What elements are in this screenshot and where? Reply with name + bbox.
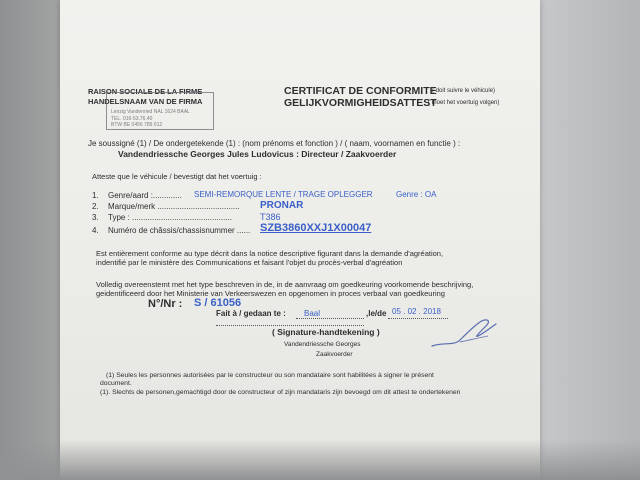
paragraph-nl-line: geidentificeerd door het Ministerie van Verkeerswezen en opgenomen in proces verbaal van goedkeuring [96,289,445,298]
certificate-paper [60,0,540,480]
field-num: 3. [92,213,99,222]
signature-label: ( Signature-handtekening ) [272,327,380,337]
background-right [530,0,640,480]
title-fr-note: ( doit suivre le véhicule) [432,88,496,94]
field-value-type: T386 [260,212,281,222]
background-bottom-shadow [0,440,640,480]
company-label-fr: RAISON SOCIALE DE LA FIRME [88,87,203,96]
signatory-name: Vandendriessche Georges Jules Ludovicus : Directeur / Zaakvoerder [118,149,397,159]
field-label: Numéro de châssis/chassisnummer ...... [108,226,251,235]
attest-line: Atteste que le véhicule / bevestigt dat het voertuig : [92,172,262,181]
title-nl: GELIJKVORMIGHEIDSATTEST [284,97,437,109]
fait-label: Fait à / gedaan te : [216,309,286,318]
place-value: Baal [304,309,321,318]
title-fr: CERTIFICAT DE CONFORMITE [284,85,437,97]
signatory-intro: Je soussigné (1) / De ondergetekende (1) : (nom prénoms et fonction ) / ( naam, voornamen en functie ) : [88,139,461,148]
field-label: Genre/aard :............. [108,191,182,200]
number-value: S / 61056 [194,297,242,309]
field-extra-genre: Genre : OA [396,190,437,199]
field-num: 1. [92,191,99,200]
company-label-nl: HANDELSNAAM VAN DE FIRMA [88,97,203,106]
date-label: ,le/de [366,309,387,318]
title-nl-note: ( moet het voertuig volgen) [428,100,500,106]
field-value-marque: PRONAR [260,200,304,211]
field-num: 4. [92,226,99,235]
footnote-line: (1). Slechts de personen,gemachtigd door de constructeur of zijn mandataris zijn bevoegd om dit attest te ondertekenen [100,389,461,396]
stamp-line-1: Lenzig Vandenried NAL 1624 BAAL [111,109,190,115]
number-label: N°/Nr : [148,298,183,310]
place-dotted-line [296,318,364,319]
company-stamp [106,92,214,130]
field-value-chassis: SZB3860XXJ1X00047 [260,222,372,234]
paragraph-fr-line: indentifié par le ministère des Communications et faisant l'objet du procès-verbal d'agréation [96,258,403,267]
signer-name: Vandendriessche Georges [284,341,361,348]
paragraph-nl-line: Volledig overeenstemt met het type beschreven in de, in de aanvraag om goedkeuring voorkomende beschrijving, [96,280,474,289]
field-label: Type : ............................................. [108,213,233,222]
signer-role: Zaakvoerder [316,351,353,358]
stamp-line-2: TEL. 016-53.76.40 [111,116,153,122]
handwritten-signature [430,316,500,352]
field-value-genre: SEMI-REMORQUE LENTE / TRAGE OPLEGGER [194,190,373,199]
date-value: 05 . 02 . 2018 [392,307,441,316]
paragraph-fr-line: Est entièrement conforme au type décrit dans la notice descriptive figurant dans la demande d'agréation, [96,249,444,258]
signature-dotted-line [216,325,364,326]
footnote-line: (1) Seules les personnes autorisées par le constructeur ou son mandataire sont habilitées à signer le présent [106,372,434,379]
field-num: 2. [92,202,99,211]
field-label: Marque/merk ..................................... [108,202,240,211]
stamp-line-3: BTW BE 0456 789 012 [111,122,163,128]
footnote-line: document. [100,380,132,387]
